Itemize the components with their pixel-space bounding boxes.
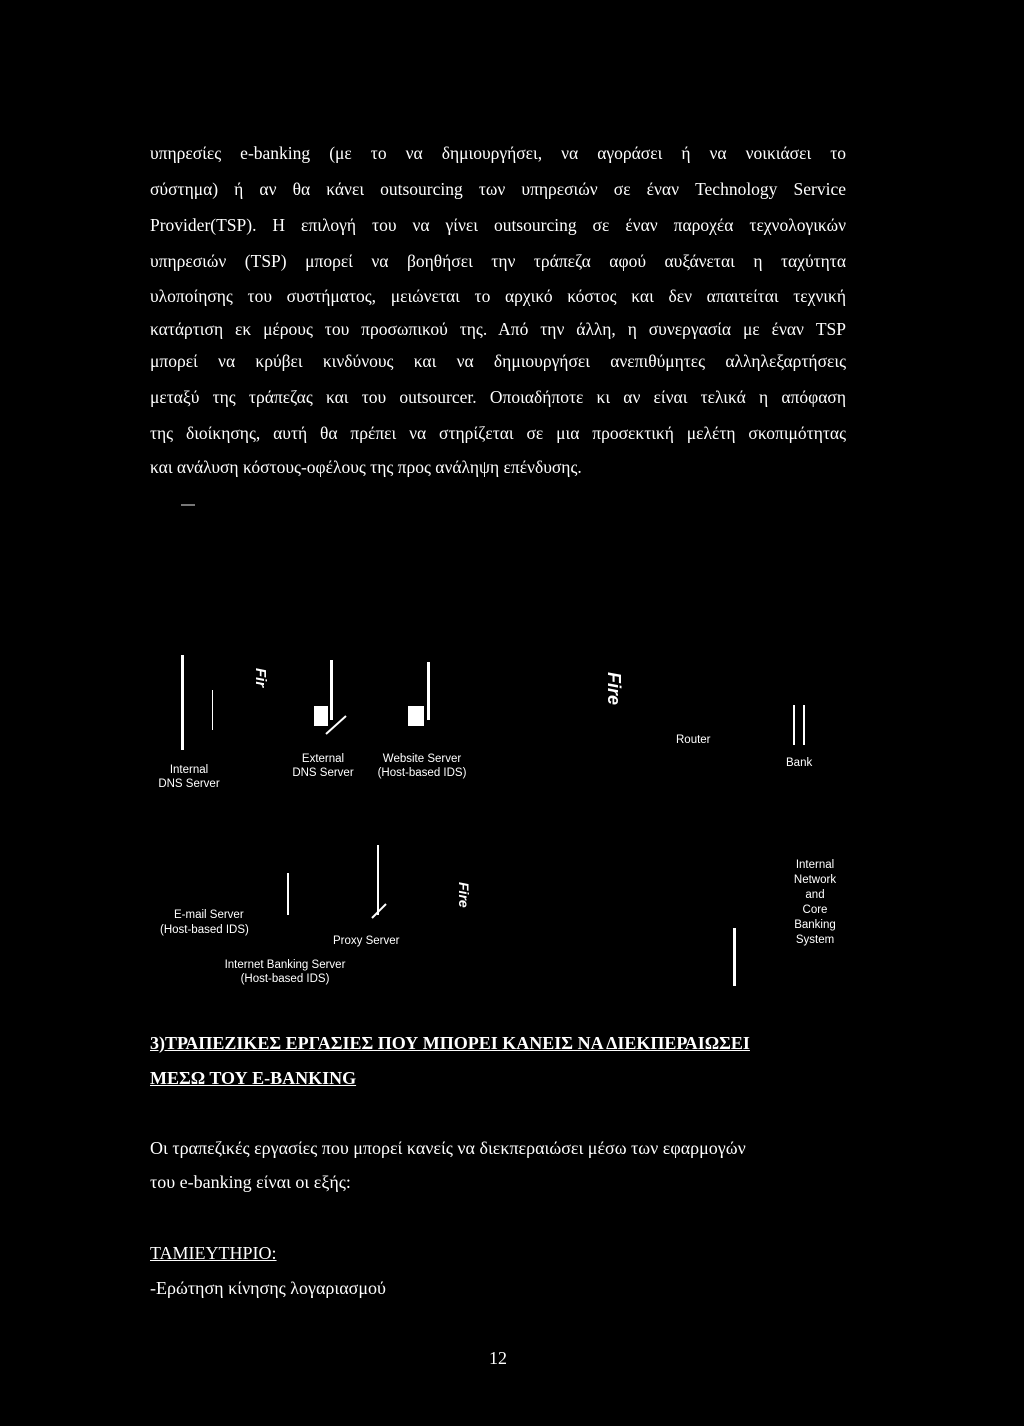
bank-label: Bank bbox=[786, 757, 813, 769]
section-heading: ΜΕΣΩ ΤΟΥ E-BANKING bbox=[150, 1068, 357, 1088]
subsection-label: ΤΑΜΙΕΥΤΗΡΙΟ: bbox=[150, 1243, 277, 1263]
intro-line: του e-banking είναι οι εξής: bbox=[150, 1172, 351, 1192]
internal-network-icon bbox=[733, 928, 736, 986]
internal-dns-server-edge bbox=[212, 690, 213, 730]
email-server-label: E-mail Server bbox=[174, 909, 244, 921]
paragraph-line: της διοίκησης, αυτή θα πρέπει να στηρίζεται σε μια προσεκτική μελέτη σκοπιμότητας bbox=[150, 423, 846, 443]
paragraph-line: μπορεί να κρύβει κινδύνους και να δημιουργήσει ανεπιθύμητες αλληλεξαρτήσεις bbox=[150, 351, 846, 371]
paragraph-line: και ανάλυση κόστους-οφέλους της προς ανάληψη επένδυσης. bbox=[150, 457, 582, 477]
internal-dns-server-icon bbox=[181, 655, 184, 750]
page-number: 12 bbox=[489, 1348, 507, 1368]
bank-icon-left bbox=[793, 705, 795, 745]
firewall-icon: Fir bbox=[252, 668, 269, 688]
paragraph-line: Provider(TSP). Η επιλογή του να γίνει outsourcing σε έναν παροχέα τεχνολογικών bbox=[150, 215, 846, 235]
paragraph-line: υπηρεσιών (TSP) μπορεί να βοηθήσει την τράπεζα αφού αυξάνεται η ταχύτητα bbox=[150, 251, 846, 271]
paragraph-line: υπηρεσίες e-banking (με το να δημιουργήσει, να αγοράσει ή να νοικιάσει το bbox=[150, 143, 846, 163]
email-server-sublabel: (Host-based IDS) bbox=[160, 924, 249, 936]
internal-network-label: Internal Network and Core Banking System bbox=[793, 859, 837, 946]
router-label: Router bbox=[676, 734, 711, 746]
paragraph-line: κατάρτιση εκ μέρους του προσωπικού της. Από την άλλη, η συνεργασία με έναν TSP bbox=[150, 319, 846, 339]
website-server-label: Website Server (Host-based IDS) bbox=[377, 753, 467, 779]
section-heading: 3)ΤΡΑΠΕΖΙΚΕΣ ΕΡΓΑΣΙΕΣ ΠΟΥ ΜΠΟΡΕΙ ΚΑΝΕΙΣ ΝΑ ΔΙΕΚΠΕΡΑΙΩΣΕΙ bbox=[150, 1033, 750, 1053]
paragraph-line: σύστημα) ή αν θα κάνει outsourcing των υπηρεσιών σε έναν Technology Service bbox=[150, 179, 846, 199]
intro-line: Οι τραπεζικές εργασίες που μπορεί κανείς να διεκπεραιώσει μέσω των εφαρμογών bbox=[150, 1138, 746, 1158]
paragraph-line: μεταξύ της τράπεζας και του outsourcer. Οποιαδήποτε κι αν είναι τελικά η απόφαση bbox=[150, 387, 846, 407]
external-dns-server-icon bbox=[330, 660, 333, 720]
external-dns-label: External DNS Server bbox=[292, 753, 354, 779]
website-server-body bbox=[408, 706, 424, 726]
list-item: -Ερώτηση κίνησης λογαριασμού bbox=[150, 1278, 386, 1298]
link-line-icon bbox=[370, 900, 390, 920]
link-line-icon bbox=[324, 712, 348, 736]
website-server-icon bbox=[427, 662, 430, 720]
paragraph-line: υλοποίησης του συστήματος, μειώνεται το αρχικό κόστος και δεν απαιτείται τεχνική bbox=[150, 286, 846, 306]
internal-dns-label: Internal DNS Server bbox=[158, 764, 220, 790]
firewall-icon: Fire bbox=[604, 672, 624, 706]
internet-banking-server-label: Internet Banking Server (Host-based IDS) bbox=[224, 959, 346, 985]
email-server-icon bbox=[287, 873, 289, 915]
firewall-icon: Fire bbox=[456, 882, 472, 908]
proxy-server-label: Proxy Server bbox=[333, 935, 400, 947]
bank-icon-right bbox=[803, 705, 805, 745]
